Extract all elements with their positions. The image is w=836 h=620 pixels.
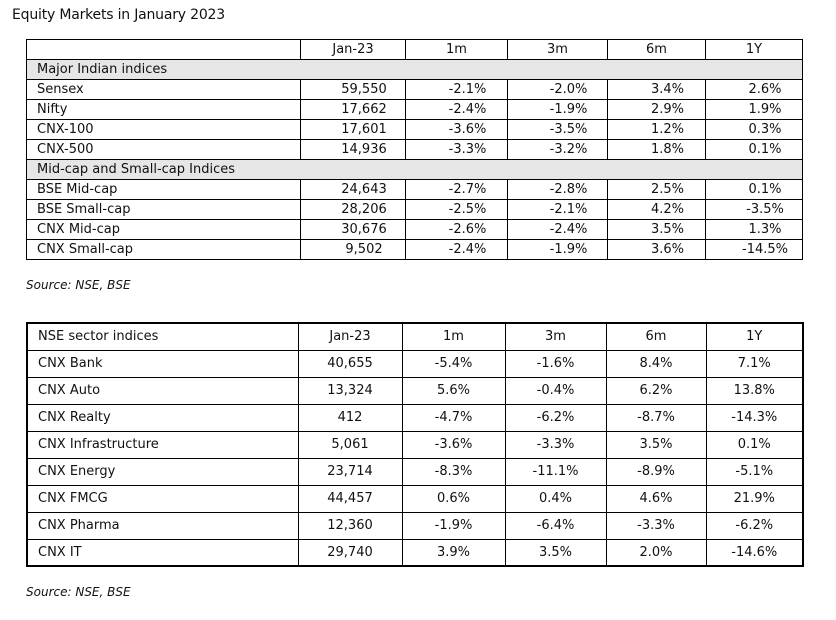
table-row	[27, 120, 803, 140]
table-cell: -0.4%	[505, 377, 606, 404]
row-label: CNX-500	[27, 140, 301, 160]
table-cell: 5.6%	[402, 377, 505, 404]
table-cell: 12,360	[298, 512, 402, 539]
table-row	[27, 240, 803, 260]
table-cell: 28,206	[301, 200, 406, 220]
table-cell: -1.6%	[505, 350, 606, 377]
table-cell: -2.7%	[406, 180, 508, 200]
sector-table-heading: NSE sector indices	[27, 323, 298, 350]
table-cell: 29,740	[298, 539, 402, 566]
table-cell: 2.0%	[606, 539, 706, 566]
row-label: CNX Bank	[27, 350, 298, 377]
row-label: Nifty	[27, 100, 301, 120]
table-cell: -6.2%	[505, 404, 606, 431]
table-row	[27, 100, 803, 120]
table-cell: 0.4%	[505, 485, 606, 512]
table-cell: 3.6%	[608, 240, 706, 260]
table-cell: 4.2%	[608, 200, 706, 220]
table-cell: -3.2%	[508, 140, 608, 160]
table-row	[27, 140, 803, 160]
section-header-row	[27, 60, 803, 80]
table-cell: -2.1%	[508, 200, 608, 220]
table-cell: -2.4%	[508, 220, 608, 240]
table-row	[27, 458, 803, 485]
table-row	[27, 80, 803, 100]
table-header-row	[27, 323, 803, 350]
table-row	[27, 512, 803, 539]
source-note: Source: NSE, BSE	[26, 585, 131, 599]
table-cell: 2.9%	[608, 100, 706, 120]
table-cell: -2.4%	[406, 240, 508, 260]
row-label: CNX Small-cap	[27, 240, 301, 260]
row-label: CNX IT	[27, 539, 298, 566]
table-cell: -14.6%	[706, 539, 803, 566]
table-cell: -2.6%	[406, 220, 508, 240]
table-row	[27, 180, 803, 200]
table-cell: 0.1%	[706, 180, 803, 200]
table-cell: 44,457	[298, 485, 402, 512]
source-note: Source: NSE, BSE	[26, 278, 131, 292]
table-cell: 21.9%	[706, 485, 803, 512]
table-cell: 1.2%	[608, 120, 706, 140]
row-label: BSE Small-cap	[27, 200, 301, 220]
table-cell: 13,324	[298, 377, 402, 404]
table-cell: 1.8%	[608, 140, 706, 160]
table-cell: 6.2%	[606, 377, 706, 404]
table-cell: 1.9%	[706, 100, 803, 120]
table-cell: 3.4%	[608, 80, 706, 100]
row-label: CNX Realty	[27, 404, 298, 431]
table-cell: -2.4%	[406, 100, 508, 120]
row-label: CNX Auto	[27, 377, 298, 404]
table-cell: 3.5%	[606, 431, 706, 458]
page-title: Equity Markets in January 2023	[12, 7, 225, 23]
table-cell: 13.8%	[706, 377, 803, 404]
table-cell: 5,061	[298, 431, 402, 458]
table-cell: 4.6%	[606, 485, 706, 512]
table-header-row	[27, 40, 803, 60]
table-cell: -3.3%	[505, 431, 606, 458]
table-cell: -1.9%	[508, 240, 608, 260]
table-row	[27, 404, 803, 431]
table-cell: 40,655	[298, 350, 402, 377]
table-cell: -14.3%	[706, 404, 803, 431]
column-header: Jan-23	[298, 323, 402, 350]
table-cell: -8.3%	[402, 458, 505, 485]
table-cell: -8.7%	[606, 404, 706, 431]
table-cell: -2.0%	[508, 80, 608, 100]
row-label: CNX Energy	[27, 458, 298, 485]
table-cell: 8.4%	[606, 350, 706, 377]
table-cell: -6.4%	[505, 512, 606, 539]
table-cell: 3.9%	[402, 539, 505, 566]
column-header: Jan-23	[301, 40, 406, 60]
sector-indices-table	[26, 322, 804, 567]
table-cell: -6.2%	[706, 512, 803, 539]
table-row	[27, 350, 803, 377]
column-header: 1m	[402, 323, 505, 350]
table-row	[27, 431, 803, 458]
table-cell: -3.3%	[406, 140, 508, 160]
table-cell: -2.5%	[406, 200, 508, 220]
row-label: BSE Mid-cap	[27, 180, 301, 200]
table-cell: 0.1%	[706, 140, 803, 160]
table-cell: 3.5%	[608, 220, 706, 240]
table-cell: 3.5%	[505, 539, 606, 566]
table-row	[27, 200, 803, 220]
table-cell: 0.1%	[706, 431, 803, 458]
table-row	[27, 485, 803, 512]
row-label: CNX Mid-cap	[27, 220, 301, 240]
column-header: 1m	[406, 40, 508, 60]
row-label: Sensex	[27, 80, 301, 100]
row-label: CNX FMCG	[27, 485, 298, 512]
row-label: CNX-100	[27, 120, 301, 140]
column-header: 6m	[608, 40, 706, 60]
table-cell: -3.6%	[406, 120, 508, 140]
table-cell: -5.1%	[706, 458, 803, 485]
table-cell: -4.7%	[402, 404, 505, 431]
table-cell: 1.3%	[706, 220, 803, 240]
table-cell: 7.1%	[706, 350, 803, 377]
table-cell: 2.5%	[608, 180, 706, 200]
table-cell: 412	[298, 404, 402, 431]
table-cell: 9,502	[301, 240, 406, 260]
table-cell: -11.1%	[505, 458, 606, 485]
table-cell: -2.1%	[406, 80, 508, 100]
table-cell: 59,550	[301, 80, 406, 100]
table-cell: 0.6%	[402, 485, 505, 512]
table-cell: 24,643	[301, 180, 406, 200]
table-cell: 17,662	[301, 100, 406, 120]
table-cell: -3.5%	[508, 120, 608, 140]
table-cell: -8.9%	[606, 458, 706, 485]
table-cell: -5.4%	[402, 350, 505, 377]
table-cell: -14.5%	[706, 240, 803, 260]
table-cell: -3.6%	[402, 431, 505, 458]
table-cell: 2.6%	[706, 80, 803, 100]
table-cell: 23,714	[298, 458, 402, 485]
row-label: CNX Pharma	[27, 512, 298, 539]
row-label: CNX Infrastructure	[27, 431, 298, 458]
section-header-row	[27, 160, 803, 180]
table-cell: 17,601	[301, 120, 406, 140]
column-header: 1Y	[706, 323, 803, 350]
indices-table	[26, 39, 803, 260]
table-cell: -1.9%	[508, 100, 608, 120]
column-header: 1Y	[706, 40, 803, 60]
column-header: 3m	[508, 40, 608, 60]
table-row	[27, 220, 803, 240]
section-heading-midcap: Mid-cap and Small-cap Indices	[27, 160, 803, 180]
section-heading-major: Major Indian indices	[27, 60, 803, 80]
table-cell: -3.3%	[606, 512, 706, 539]
table-cell: -2.8%	[508, 180, 608, 200]
table-cell: -1.9%	[402, 512, 505, 539]
table-row	[27, 377, 803, 404]
table-cell: 0.3%	[706, 120, 803, 140]
column-header: 6m	[606, 323, 706, 350]
table-cell: 30,676	[301, 220, 406, 240]
table-row	[27, 539, 803, 566]
header-blank-cell	[27, 40, 301, 60]
table-cell: -3.5%	[706, 200, 803, 220]
table-cell: 14,936	[301, 140, 406, 160]
column-header: 3m	[505, 323, 606, 350]
